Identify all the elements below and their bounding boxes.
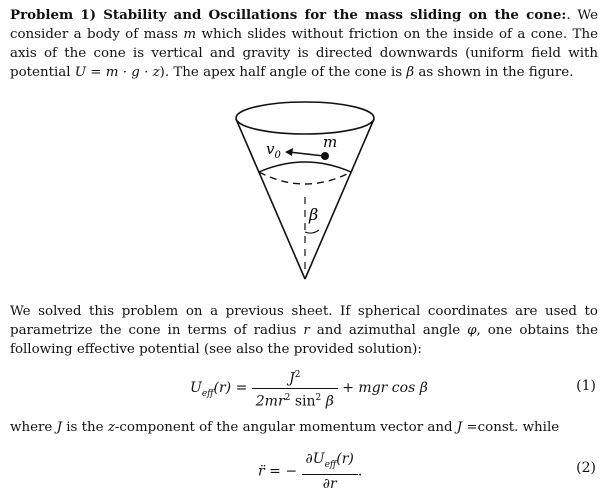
z-symbol: z [107,420,115,435]
intro-text-1: . We consider a body of mass [10,8,598,42]
equation-2 [0,450,610,490]
p2-text-1: We solved this problem on a previous sheet. If spherical coordinates are used to parametrize the cone in terms of radius [10,304,598,338]
eq1-denominator: $2mr^2$ $\sin^2 \beta$ [255,392,334,410]
intro-text-2: which slides without friction on the inside of a cone. The axis of the cone is vertical and gravity is directed downwards (uniform field with potential [10,27,599,80]
equation-2-body [258,450,362,493]
cone-right-side [305,119,374,279]
arrow-head [285,148,293,156]
paragraph-3 [10,418,598,437]
cone-figure [215,92,395,284]
eq2-number: (2) [576,460,596,476]
phi-symbol: φ [467,323,477,338]
eq1-rhs: + mgr cos β [342,380,428,397]
eq2-numerator: $\partial U_{eff}(r)$ [302,450,358,475]
beta-symbol: β [406,65,415,80]
radius-symbol: r [303,323,310,338]
p3-text-2: is the [61,420,108,435]
velocity-arrow [289,152,324,156]
v0-label: $v_0$ [266,140,281,161]
eq2-tail: . [357,463,363,480]
p3-text-3: -component of the angular momentum vector and [114,420,457,435]
eq2-fraction [302,450,358,493]
equation-1-body [190,366,428,410]
problem-statement [10,6,598,82]
potential-formula: U = m · g · z [74,65,160,80]
orbit-front [259,172,351,184]
eq1-fraction [252,366,338,410]
intro-text-4: as shown in the figure. [414,65,574,80]
j-symbol-2: J [456,420,463,435]
j-symbol: J [56,420,62,435]
cone-diagram [215,92,395,284]
eq1-number: (1) [576,378,596,394]
mass-symbol: m [183,27,197,42]
orbit-back [259,162,351,172]
eq2-lhs: r̈ = − [258,463,298,480]
problem-heading: Problem 1) Stability and Oscillations for the mass sliding on the cone: [10,7,567,23]
p2-text-3: , one obtains the following effective potential (see also the provided solution): [10,323,598,357]
mass-dot [321,152,329,160]
mass-label: m [323,133,338,151]
eq1-numerator: $J^2$ [252,366,338,389]
paragraph-2 [10,302,598,359]
beta-label: β [309,205,319,224]
eq1-lhs-arg: (r) = [213,380,248,397]
intro-text-3: ). The apex half angle of the cone is [159,65,407,80]
eq2-denominator: ∂r [322,475,337,492]
eq1-lhs: U [190,380,202,397]
equation-1 [0,366,610,410]
angle-arc [305,230,319,233]
cone-rim [236,102,374,134]
p2-text-2: and azimuthal angle [309,323,468,338]
eq1-lhs-sub: eff [201,388,214,399]
p3-text-4: =const. while [462,420,560,435]
p3-text-1: where [10,420,57,435]
